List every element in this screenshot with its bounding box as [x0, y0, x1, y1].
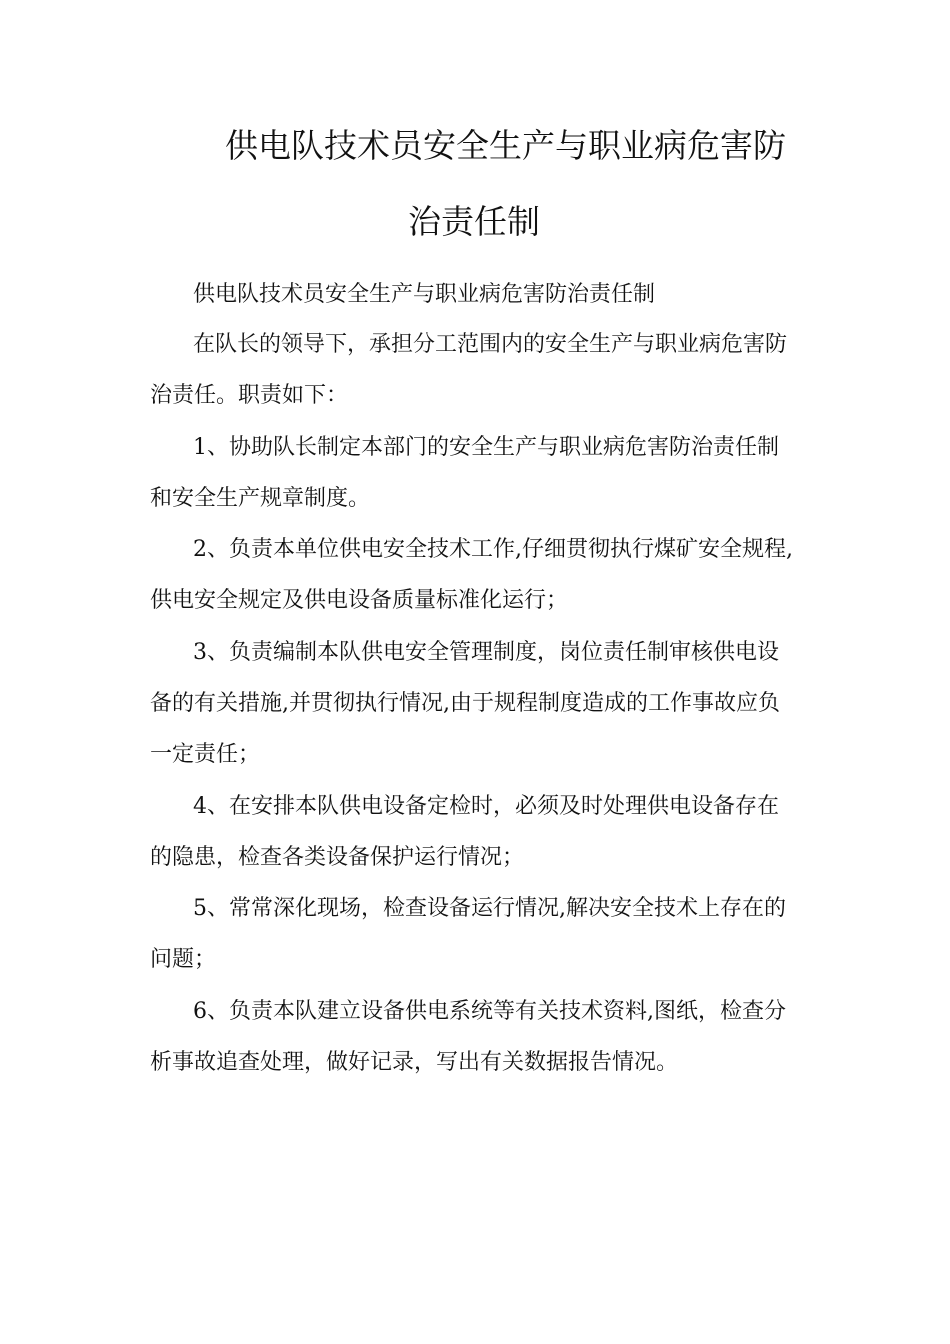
duty-item-3-line-3: 一定责任；	[150, 742, 261, 767]
duty-item-2-line-1: 2、负责本单位供电安全技术工作,仔细贯彻执行煤矿安全规程,	[193, 537, 793, 562]
document-subtitle: 供电队技术员安全生产与职业病危害防治责任制	[193, 282, 656, 307]
duty-item-3-line-2: 备的有关措施,并贯彻执行情况,由于规程制度造成的工作事故应负	[150, 691, 780, 716]
intro-line-1: 在队长的领导下，承担分工范围内的安全生产与职业病危害防	[193, 332, 788, 357]
duty-item-4-line-1: 4、在安排本队供电设备定检时，必须及时处理供电设备存在	[193, 794, 779, 819]
duty-item-1-line-1: 1、协助队长制定本部门的安全生产与职业病危害防治责任制	[193, 435, 779, 460]
duty-item-4-line-2: 的隐患，检查各类设备保护运行情况；	[150, 845, 525, 870]
duty-item-3-line-1: 3、负责编制本队供电安全管理制度，岗位责任制审核供电设	[193, 640, 779, 665]
duty-item-1-line-2: 和安全生产规章制度。	[150, 486, 371, 511]
document-title-line-1: 供电队技术员安全生产与职业病危害防	[225, 126, 786, 165]
duty-item-6-line-1: 6、负责本队建立设备供电系统等有关技术资料,图纸，检查分	[193, 999, 786, 1024]
duty-item-2-line-2: 供电安全规定及供电设备质量标准化运行；	[150, 588, 569, 613]
intro-line-2: 治责任。职责如下：	[150, 383, 349, 408]
duty-item-5-line-1: 5、常常深化现场，检查设备运行情况,解决安全技术上存在的	[193, 896, 786, 921]
duty-item-6-line-2: 析事故追查处理，做好记录，写出有关数据报告情况。	[150, 1050, 679, 1075]
document-title-line-2: 治责任制	[408, 202, 540, 241]
duty-item-5-line-2: 问题；	[150, 947, 217, 972]
